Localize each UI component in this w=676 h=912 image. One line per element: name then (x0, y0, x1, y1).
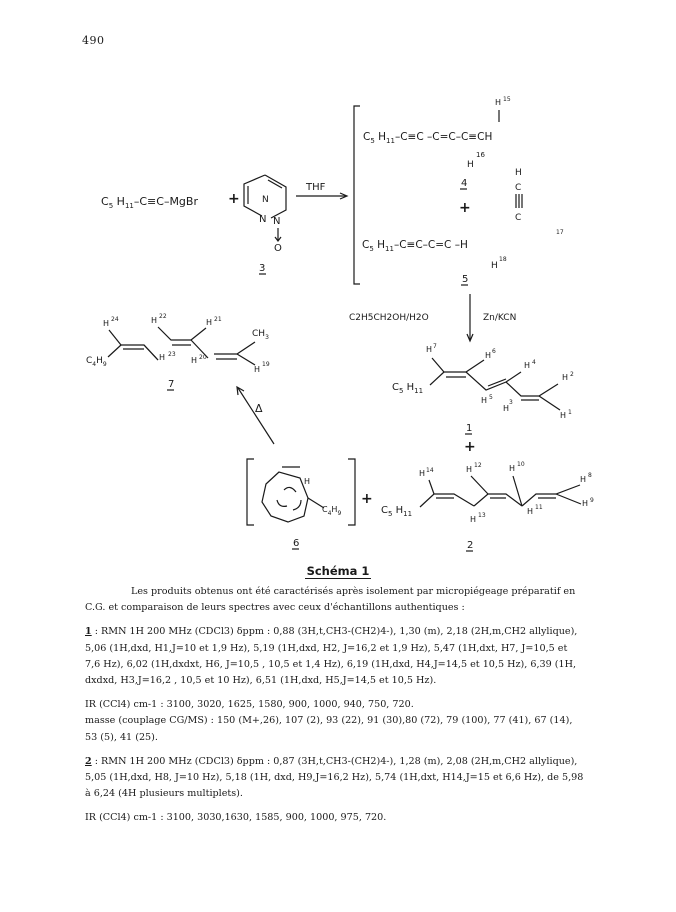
svg-text:14: 14 (426, 467, 434, 474)
plus-sign: + (464, 439, 476, 455)
compound-1-label: 1 (466, 423, 473, 434)
svg-text:O: O (274, 243, 282, 254)
svg-text:H: H (524, 361, 531, 370)
svg-text:H: H (466, 465, 473, 474)
svg-text:H: H (495, 98, 502, 107)
svg-text:8: 8 (588, 472, 592, 479)
svg-text:7: 7 (433, 343, 437, 350)
svg-text:20: 20 (199, 354, 207, 361)
svg-text:H: H (419, 469, 426, 478)
compound-2-nmr: 2 : RMN 1H 200 MHz (CDCl3) δppm : 0,87 (3H,t,CH3-(CH2)4-), 1,28 (m), 2,08 (2H,m,CH2 allylique), 5,05 (1H,dxd, H8, J=10 Hz), 5,18 (1H, dxd, H9,J=16,2 Hz), 5,74 (1H,dxt, H14,J=15 et 6,6 Hz), de 5,98 à 6,24 (4H plusieurs multiplets). (85, 755, 584, 800)
compound-1-nmr: 1 : RMN 1H 200 MHz (CDCl3) δppm : 0,88 (3H,t,CH3-(CH2)4-), 1,30 (m), 2,18 (2H,m,CH2 allylique), 5,06 (1H,dxd, H1,J=10 et 1,9 Hz), 5,19 (1H,dxd, H2, J=16,2 et 1,9 Hz), 5,47 (1H,dxt, H7, J=10,5 et 7,6 Hz), 6,02 (1H,dxdxt, H6, J=10,5 , 10,5 et 1,4 Hz), 6,19 (1H,dxd, H4,J=14,5 et 10,5 Hz), 6,39 (1H, dxdxd, H3,J=16,2 , 10,5 et 10 Hz), 6,51 (1H,dxd, H5,J=14,5 et 10,5 Hz). (85, 626, 578, 687)
svg-text:24: 24 (111, 316, 119, 323)
svg-text:H: H (491, 261, 498, 271)
svg-text:1: 1 (568, 409, 572, 416)
svg-text:H: H (503, 404, 510, 413)
svg-text:H: H (509, 464, 516, 473)
svg-text:H: H (582, 499, 589, 508)
svg-text:N: N (259, 214, 267, 225)
svg-text:C: C (515, 183, 522, 193)
svg-text:22: 22 (159, 313, 167, 320)
svg-text:H: H (151, 316, 158, 325)
reduction-reagent-label: Zn/KCN (483, 313, 517, 323)
svg-text:C5 H11: $C_5$ $H_{11}$ (381, 505, 413, 518)
svg-text:C5 H11–C≡C–C=C –H: $C_5$ $H_{11}-C\equiv C-C=C$ –H (362, 239, 468, 253)
thermal-arrow (238, 388, 274, 444)
svg-text:21: 21 (214, 316, 222, 323)
svg-text:CH3: $CH_3$ (252, 329, 269, 341)
intro-paragraph: Les produits obtenus ont été caractérisés après isolement par micropiégeage préparatif en C.G. et comparaison de leurs spectres avec ceux d'échantillons authentiques : (85, 586, 576, 614)
svg-text:C5 H11: $C_5$ $H_{11}$ (392, 382, 424, 395)
scheme-caption: Schéma 1 (306, 564, 370, 578)
svg-text:3: 3 (509, 399, 513, 406)
svg-text:15: 15 (503, 96, 511, 103)
svg-text:11: 11 (535, 504, 543, 511)
svg-text:19: 19 (262, 361, 270, 368)
svg-text:H: H (515, 168, 522, 178)
svg-text:H: H (426, 345, 433, 354)
plus-sign: + (361, 491, 373, 507)
svg-text:12: 12 (474, 462, 482, 469)
svg-text:17: 17 (556, 229, 564, 236)
svg-text:C4H9: $C_4H_9$ (322, 505, 342, 517)
compound-1-ir: IR (CCl4) cm-1 : 3100, 3020, 1625, 1580, 900, 1000, 940, 750, 720. (85, 699, 414, 711)
svg-text:H: H (206, 318, 213, 327)
svg-text:23: 23 (168, 351, 176, 358)
pyridazine-n-oxide-structure (244, 175, 286, 274)
compound-1-structure (392, 343, 574, 434)
compound-2-ir: IR (CCl4) cm-1 : 3100, 3030,1630, 1585, 900, 1000, 975, 720. (85, 812, 387, 824)
reduction-solvent-label: C2H5CH2OH/H2O (349, 313, 429, 323)
svg-text:H: H (467, 160, 474, 170)
compound-2-structure (381, 461, 594, 551)
compound-5-label: 5 (462, 274, 469, 285)
svg-text:C4H9: $C_4H_9$ (86, 356, 107, 368)
compound-2-label: 2 (467, 540, 474, 551)
svg-text:C: C (515, 213, 522, 223)
svg-text:H: H (470, 515, 477, 524)
svg-text:H: H (560, 411, 567, 420)
page-number: 490 (82, 34, 105, 47)
compound-7-label: 7 (168, 379, 175, 390)
svg-text:16: 16 (476, 151, 485, 159)
svg-text:N: N (273, 216, 281, 227)
compound-1-mass: masse (couplage CG/MS) : 150 (M+,26), 107 (2), 93 (22), 91 (30),80 (72), 79 (100), 77 (41), 67 (14), 53 (5), 41 (25). (85, 715, 573, 743)
svg-text:5: 5 (489, 394, 493, 401)
compound-4-label: 4 (461, 178, 468, 189)
plus-sign: + (228, 191, 240, 207)
svg-text:C5 H11–C≡C–MgBr: $C_5$ $H_{11}-C\equiv C$–MgBr (101, 195, 198, 210)
svg-text:H: H (103, 319, 110, 328)
compound-4-structure (363, 96, 511, 189)
svg-text:10: 10 (517, 461, 525, 468)
svg-text:H: H (481, 396, 488, 405)
grignard-reactant (101, 195, 198, 210)
svg-text:H: H (580, 475, 587, 484)
svg-text:H: H (304, 477, 311, 486)
svg-text:H: H (254, 365, 261, 374)
plus-sign: + (459, 200, 471, 216)
compound-6-label: 6 (293, 538, 300, 549)
product-bracket (354, 106, 360, 284)
svg-text:H: H (159, 353, 166, 362)
svg-text:18: 18 (499, 256, 507, 263)
compound-6-intermediate (247, 459, 355, 549)
svg-text:4: 4 (532, 359, 536, 366)
svg-text:C5 H11–C≡C –C=C–C≡CH: $C_5$ $H_{11}-C\equiv C$ –C=C–C≡CH (363, 131, 493, 145)
svg-text:H: H (527, 507, 534, 516)
heat-label: Δ (255, 402, 263, 415)
experimental-text (85, 584, 585, 827)
compound-7-structure (86, 313, 270, 390)
thf-label: THF (306, 182, 326, 193)
svg-text:H: H (485, 351, 492, 360)
svg-text:6: 6 (492, 348, 496, 355)
svg-text:N: N (262, 195, 269, 205)
svg-text:2: 2 (570, 371, 574, 378)
svg-text:13: 13 (478, 512, 486, 519)
compound-3-label: 3 (259, 263, 266, 274)
svg-text:H: H (562, 373, 569, 382)
svg-text:9: 9 (590, 497, 594, 504)
svg-text:H: H (191, 356, 198, 365)
